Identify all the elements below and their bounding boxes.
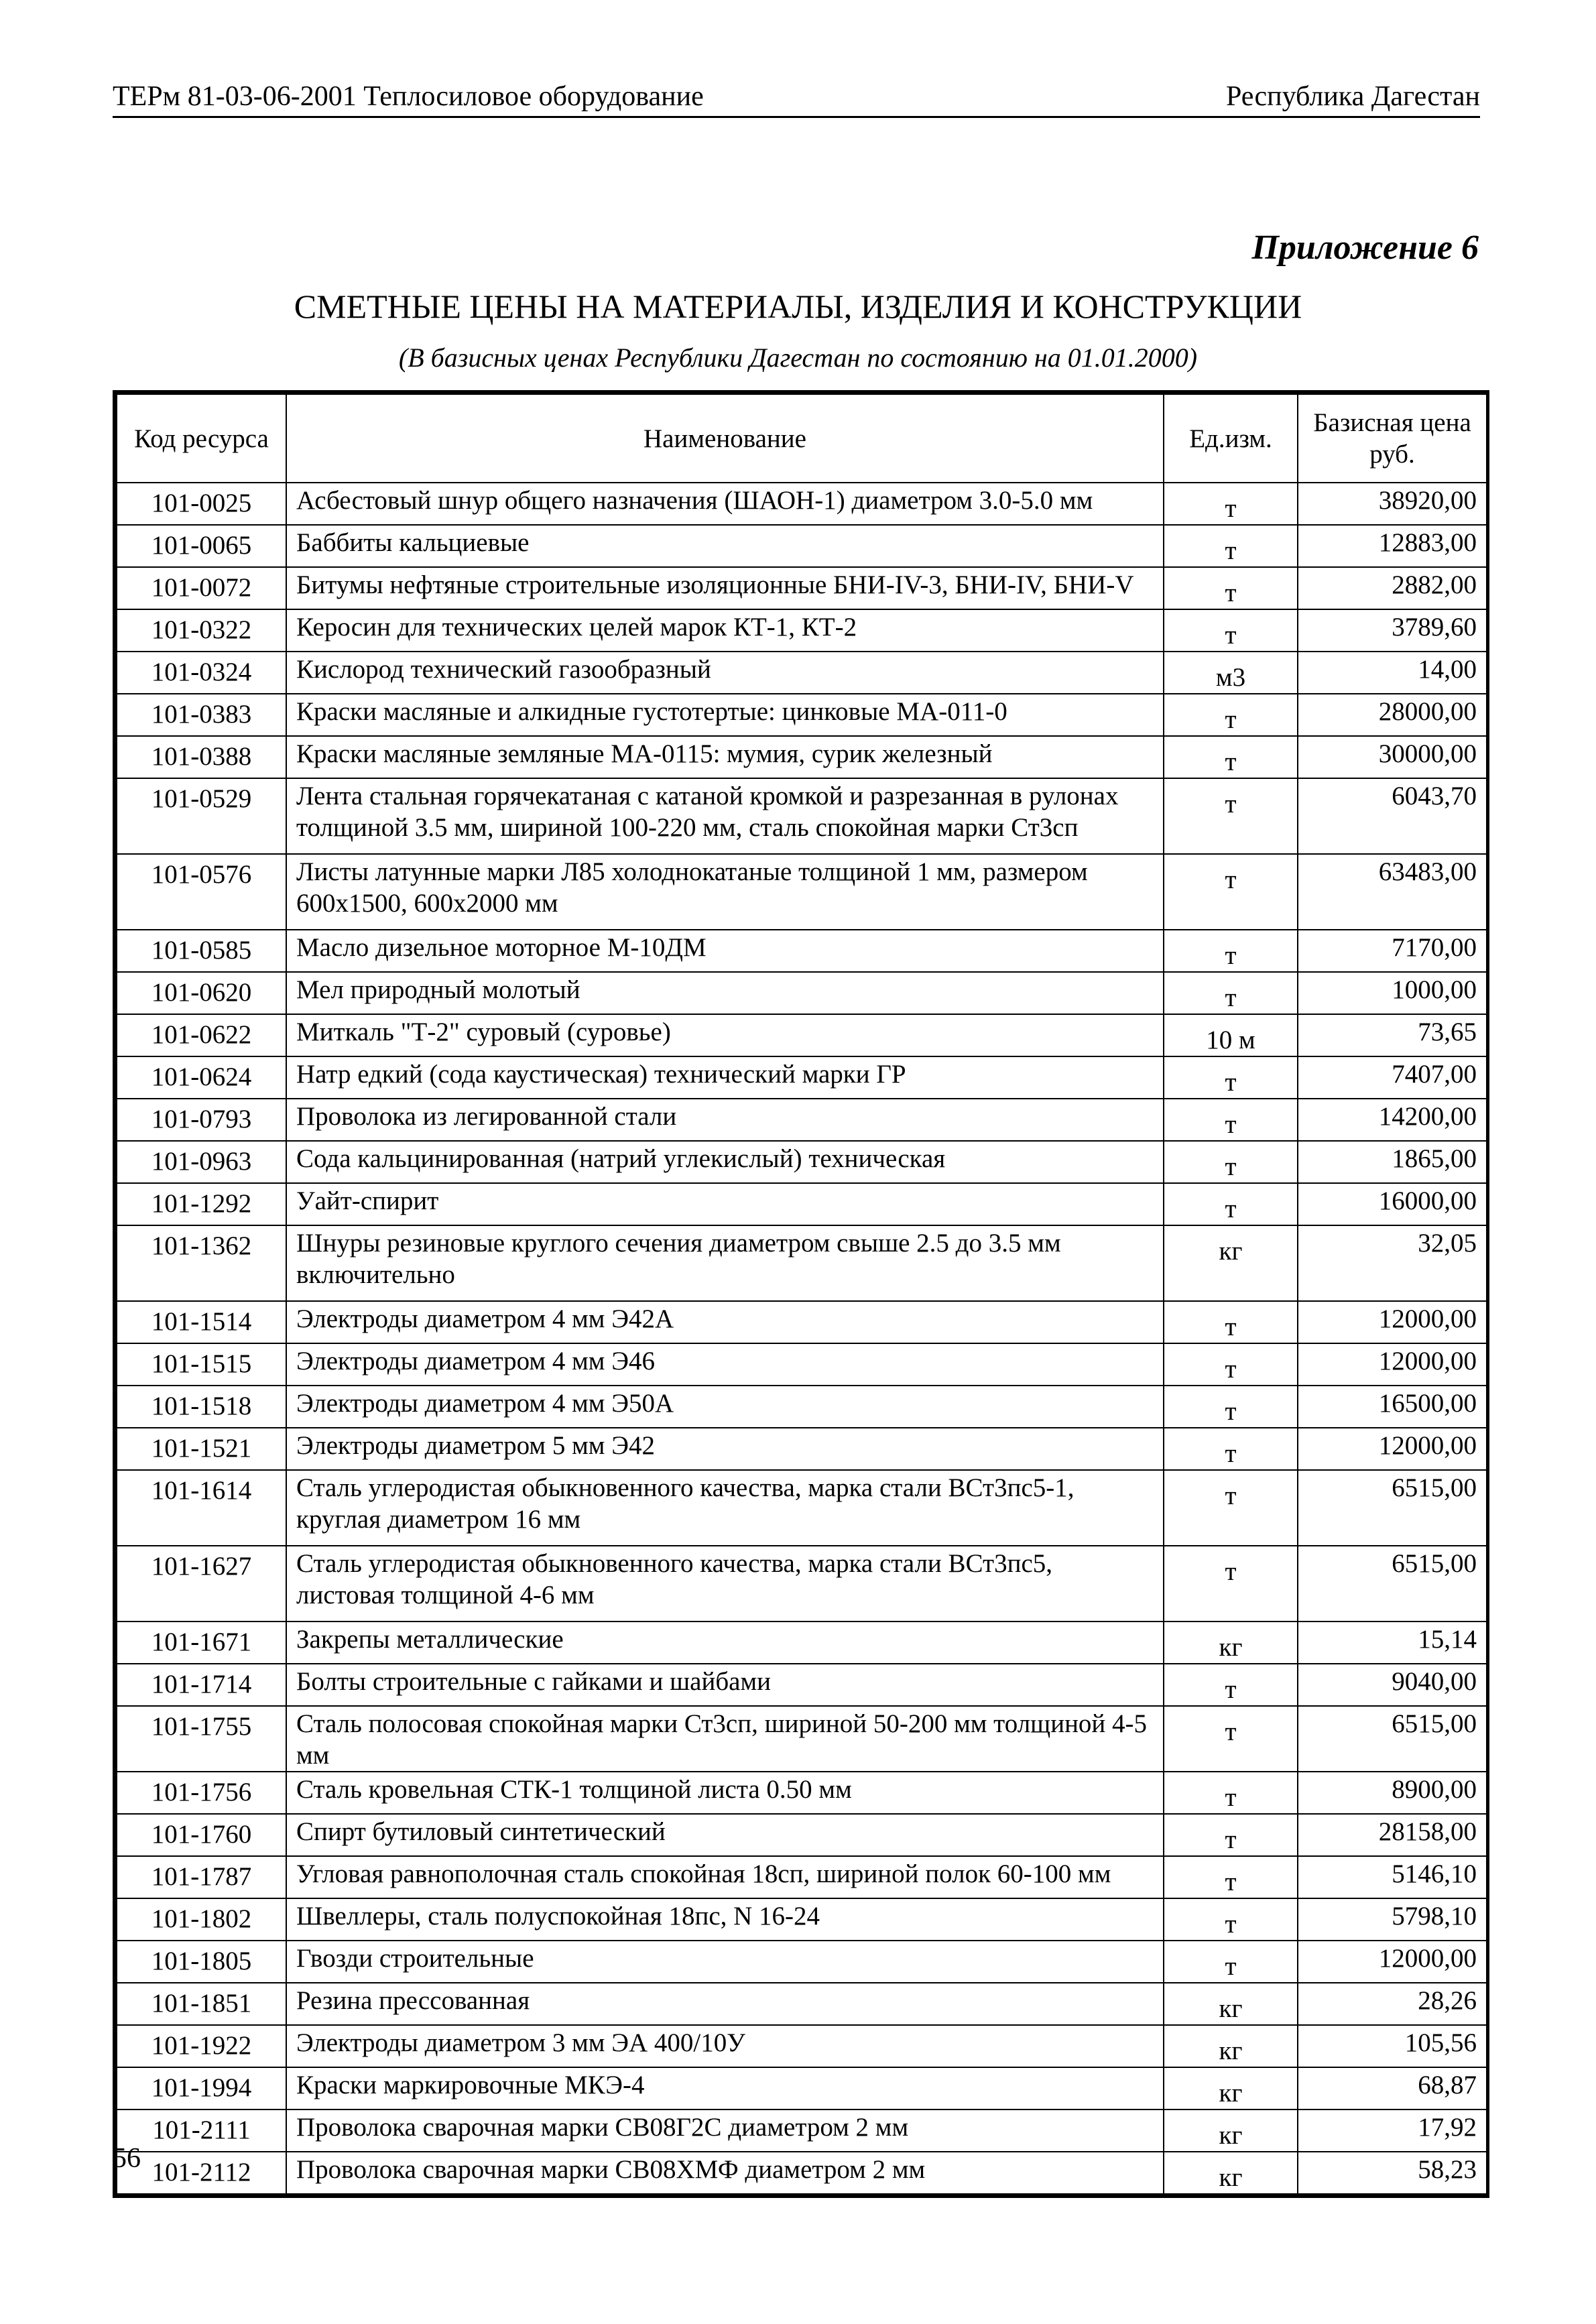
cell-unit: т	[1164, 736, 1298, 778]
table-row	[117, 1428, 1487, 1470]
cell-resource-name: Натр едкий (сода каустическая) технический марки ГР	[286, 1056, 1164, 1099]
cell-unit: кг	[1164, 1622, 1298, 1664]
table-row	[117, 1056, 1487, 1099]
cell-base-price: 7407,00	[1298, 1056, 1487, 1099]
table-row	[117, 1622, 1487, 1664]
cell-base-price: 6515,00	[1298, 1706, 1487, 1772]
cell-resource-name: Электроды диаметром 4 мм Э50А	[286, 1386, 1164, 1428]
cell-unit: т	[1164, 567, 1298, 609]
cell-unit: т	[1164, 1898, 1298, 1941]
cell-resource-name: Сталь углеродистая обыкновенного качества, марка стали ВСт3пс5-1, круглая диаметром 16 мм	[286, 1470, 1164, 1546]
cell-unit: м3	[1164, 652, 1298, 694]
page-number: 56	[113, 2143, 141, 2174]
table-row	[117, 1386, 1487, 1428]
cell-unit: т	[1164, 1099, 1298, 1141]
cell-base-price: 7170,00	[1298, 930, 1487, 972]
cell-resource-name: Асбестовый шнур общего назначения (ШАОН-1) диаметром 3.0-5.0 мм	[286, 483, 1164, 525]
cell-unit: кг	[1164, 1983, 1298, 2025]
document-subtitle: (В базисных ценах Республики Дагестан по состоянию на 01.01.2000)	[398, 343, 1198, 373]
cell-unit: т	[1164, 1772, 1298, 1814]
cell-unit: т	[1164, 1386, 1298, 1428]
cell-resource-name: Сталь углеродистая обыкновенного качества, марка стали ВСт3пс5, листовая толщиной 4-6 мм	[286, 1546, 1164, 1622]
cell-resource-name: Сталь полосовая спокойная марки Ст3сп, шириной 50-200 мм толщиной 4-5 мм	[286, 1706, 1164, 1772]
cell-resource-code: 101-1714	[117, 1664, 286, 1706]
table-row	[117, 1301, 1487, 1343]
cell-base-price: 1000,00	[1298, 972, 1487, 1014]
cell-base-price: 30000,00	[1298, 736, 1487, 778]
document-title: СМЕТНЫЕ ЦЕНЫ НА МАТЕРИАЛЫ, ИЗДЕЛИЯ И КОНСТРУКЦИИ	[294, 288, 1302, 325]
table-row	[117, 854, 1487, 930]
cell-resource-name: Краски масляные земляные МА-0115: мумия, сурик железный	[286, 736, 1164, 778]
column-header-unit: Ед.изм.	[1164, 394, 1298, 483]
appendix-label: Приложение 6	[1251, 229, 1479, 267]
cell-resource-name: Закрепы металлические	[286, 1622, 1164, 1664]
price-table-frame	[113, 390, 1489, 2198]
cell-base-price: 17,92	[1298, 2109, 1487, 2152]
cell-resource-name: Болты строительные с гайками и шайбами	[286, 1664, 1164, 1706]
cell-resource-code: 101-1671	[117, 1622, 286, 1664]
cell-resource-code: 101-1922	[117, 2025, 286, 2067]
cell-base-price: 73,65	[1298, 1014, 1487, 1056]
cell-base-price: 63483,00	[1298, 854, 1487, 930]
cell-resource-name: Лента стальная горячекатаная с катаной кромкой и разрезанная в рулонах толщиной 3.5 мм, шириной 100-220 мм, сталь спокойная марки Ст3сп	[286, 778, 1164, 854]
cell-resource-name: Краски маркировочные МКЭ-4	[286, 2067, 1164, 2109]
cell-base-price: 8900,00	[1298, 1772, 1487, 1814]
table-row	[117, 1099, 1487, 1141]
cell-resource-name: Проволока из легированной стали	[286, 1099, 1164, 1141]
cell-unit: т	[1164, 1664, 1298, 1706]
header-document-code: ТЕРм 81-03-06-2001 Теплосиловое оборудование	[113, 81, 704, 112]
cell-resource-code: 101-1755	[117, 1706, 286, 1772]
cell-unit: т	[1164, 1706, 1298, 1772]
cell-unit: т	[1164, 1546, 1298, 1622]
table-row	[117, 1706, 1487, 1772]
table-row	[117, 652, 1487, 694]
cell-unit: т	[1164, 930, 1298, 972]
cell-base-price: 2882,00	[1298, 567, 1487, 609]
column-header-price-line1: Базисная цена	[1313, 408, 1471, 437]
cell-unit: кг	[1164, 2152, 1298, 2194]
cell-resource-name: Масло дизельное моторное М-10ДМ	[286, 930, 1164, 972]
table-header	[117, 394, 1487, 483]
cell-resource-code: 101-0065	[117, 525, 286, 567]
cell-resource-code: 101-0072	[117, 567, 286, 609]
table-row	[117, 1470, 1487, 1546]
table-row	[117, 2067, 1487, 2109]
cell-resource-code: 101-0624	[117, 1056, 286, 1099]
cell-unit: т	[1164, 1056, 1298, 1099]
cell-unit: т	[1164, 694, 1298, 736]
cell-unit: т	[1164, 1470, 1298, 1546]
cell-base-price: 38920,00	[1298, 483, 1487, 525]
cell-base-price: 3789,60	[1298, 609, 1487, 652]
cell-unit: т	[1164, 1301, 1298, 1343]
cell-resource-name: Мел природный молотый	[286, 972, 1164, 1014]
table-row	[117, 1898, 1487, 1941]
cell-base-price: 12000,00	[1298, 1343, 1487, 1386]
cell-resource-name: Электроды диаметром 5 мм Э42	[286, 1428, 1164, 1470]
cell-base-price: 9040,00	[1298, 1664, 1487, 1706]
cell-unit: т	[1164, 1814, 1298, 1856]
cell-unit: т	[1164, 972, 1298, 1014]
cell-resource-name: Краски масляные и алкидные густотертые: цинковые МА-011-0	[286, 694, 1164, 736]
cell-unit: кг	[1164, 2109, 1298, 2152]
cell-base-price: 58,23	[1298, 2152, 1487, 2194]
cell-resource-name: Резина прессованная	[286, 1983, 1164, 2025]
cell-resource-name: Листы латунные марки Л85 холоднокатаные толщиной 1 мм, размером 600x1500, 600x2000 мм	[286, 854, 1164, 930]
cell-resource-code: 101-1627	[117, 1546, 286, 1622]
cell-resource-name: Угловая равнополочная сталь спокойная 18сп, шириной полок 60-100 мм	[286, 1856, 1164, 1898]
cell-resource-name: Керосин для технических целей марок КТ-1, КТ-2	[286, 609, 1164, 652]
cell-unit: кг	[1164, 2025, 1298, 2067]
cell-resource-name: Спирт бутиловый синтетический	[286, 1814, 1164, 1856]
cell-resource-name: Битумы нефтяные строительные изоляционные БНИ-IV-3, БНИ-IV, БНИ-V	[286, 567, 1164, 609]
cell-resource-code: 101-1994	[117, 2067, 286, 2109]
table-row	[117, 483, 1487, 525]
table-row	[117, 2109, 1487, 2152]
cell-base-price: 16500,00	[1298, 1386, 1487, 1428]
cell-resource-name: Проволока сварочная марки СВ08Г2С диаметром 2 мм	[286, 2109, 1164, 2152]
cell-resource-name: Электроды диаметром 3 мм ЭА 400/10У	[286, 2025, 1164, 2067]
table-row	[117, 1183, 1487, 1225]
cell-resource-name: Сода кальцинированная (натрий углекислый) техническая	[286, 1141, 1164, 1183]
cell-unit: т	[1164, 1343, 1298, 1386]
cell-resource-name: Проволока сварочная марки СВ08ХМФ диаметром 2 мм	[286, 2152, 1164, 2194]
cell-resource-name: Швеллеры, сталь полуспокойная 18пс, N 16-24	[286, 1898, 1164, 1941]
cell-base-price: 28158,00	[1298, 1814, 1487, 1856]
table-row	[117, 694, 1487, 736]
price-table	[116, 393, 1487, 2195]
cell-resource-code: 101-1787	[117, 1856, 286, 1898]
table-row	[117, 1141, 1487, 1183]
cell-resource-code: 101-0383	[117, 694, 286, 736]
table-row	[117, 1941, 1487, 1983]
cell-base-price: 14200,00	[1298, 1099, 1487, 1141]
cell-unit: кг	[1164, 2067, 1298, 2109]
cell-resource-code: 101-1362	[117, 1225, 286, 1301]
table-row	[117, 1343, 1487, 1386]
cell-resource-code: 101-1802	[117, 1898, 286, 1941]
cell-base-price: 6043,70	[1298, 778, 1487, 854]
cell-resource-code: 101-1614	[117, 1470, 286, 1546]
cell-resource-code: 101-1515	[117, 1343, 286, 1386]
cell-base-price: 5146,10	[1298, 1856, 1487, 1898]
cell-resource-code: 101-0324	[117, 652, 286, 694]
cell-base-price: 28,26	[1298, 1983, 1487, 2025]
cell-resource-code: 101-0322	[117, 609, 286, 652]
table-row	[117, 1772, 1487, 1814]
cell-unit: т	[1164, 483, 1298, 525]
table-body	[117, 483, 1487, 2194]
cell-unit: т	[1164, 1183, 1298, 1225]
cell-unit: кг	[1164, 1225, 1298, 1301]
column-header-price-line2: руб.	[1369, 440, 1415, 469]
cell-resource-code: 101-1292	[117, 1183, 286, 1225]
cell-resource-code: 101-0622	[117, 1014, 286, 1056]
cell-base-price: 68,87	[1298, 2067, 1487, 2109]
cell-resource-code: 101-1760	[117, 1814, 286, 1856]
table-row	[117, 1014, 1487, 1056]
table-row	[117, 930, 1487, 972]
cell-resource-name: Уайт-спирит	[286, 1183, 1164, 1225]
table-row	[117, 609, 1487, 652]
cell-base-price: 12000,00	[1298, 1941, 1487, 1983]
table-row	[117, 736, 1487, 778]
cell-resource-name: Гвозди строительные	[286, 1941, 1164, 1983]
cell-resource-code: 101-0963	[117, 1141, 286, 1183]
cell-resource-code: 101-0793	[117, 1099, 286, 1141]
cell-resource-code: 101-0388	[117, 736, 286, 778]
cell-base-price: 12883,00	[1298, 525, 1487, 567]
table-row	[117, 1814, 1487, 1856]
column-header-price	[1298, 394, 1487, 483]
cell-base-price: 32,05	[1298, 1225, 1487, 1301]
table-row	[117, 1546, 1487, 1622]
cell-base-price: 28000,00	[1298, 694, 1487, 736]
cell-resource-code: 101-1756	[117, 1772, 286, 1814]
cell-unit: т	[1164, 778, 1298, 854]
cell-unit: т	[1164, 854, 1298, 930]
cell-unit: т	[1164, 1141, 1298, 1183]
table-row	[117, 1983, 1487, 2025]
cell-resource-name: Электроды диаметром 4 мм Э42А	[286, 1301, 1164, 1343]
cell-base-price: 12000,00	[1298, 1428, 1487, 1470]
cell-resource-name: Электроды диаметром 4 мм Э46	[286, 1343, 1164, 1386]
cell-resource-code: 101-1521	[117, 1428, 286, 1470]
table-row	[117, 2152, 1487, 2194]
table-row	[117, 567, 1487, 609]
cell-base-price: 6515,00	[1298, 1546, 1487, 1622]
cell-unit: 10 м	[1164, 1014, 1298, 1056]
cell-resource-name: Кислород технический газообразный	[286, 652, 1164, 694]
cell-unit: т	[1164, 1856, 1298, 1898]
table-row	[117, 1664, 1487, 1706]
cell-base-price: 105,56	[1298, 2025, 1487, 2067]
column-header-name: Наименование	[286, 394, 1164, 483]
cell-resource-code: 101-0576	[117, 854, 286, 930]
cell-resource-name: Миткаль "Т-2" суровый (суровье)	[286, 1014, 1164, 1056]
table-row	[117, 2025, 1487, 2067]
cell-base-price: 16000,00	[1298, 1183, 1487, 1225]
table-row	[117, 778, 1487, 854]
cell-unit: т	[1164, 1941, 1298, 1983]
table-row	[117, 525, 1487, 567]
cell-resource-code: 101-1518	[117, 1386, 286, 1428]
header-region: Республика Дагестан	[1225, 81, 1480, 112]
cell-base-price: 14,00	[1298, 652, 1487, 694]
table-row	[117, 1225, 1487, 1301]
column-header-code: Код ресурса	[117, 394, 286, 483]
cell-resource-code: 101-1805	[117, 1941, 286, 1983]
cell-base-price: 6515,00	[1298, 1470, 1487, 1546]
running-header	[113, 72, 1480, 118]
cell-resource-code: 101-2112	[117, 2152, 286, 2194]
cell-base-price: 12000,00	[1298, 1301, 1487, 1343]
cell-unit: т	[1164, 525, 1298, 567]
cell-resource-code: 101-1851	[117, 1983, 286, 2025]
cell-resource-name: Баббиты кальциевые	[286, 525, 1164, 567]
table-row	[117, 972, 1487, 1014]
cell-unit: т	[1164, 609, 1298, 652]
cell-unit: т	[1164, 1428, 1298, 1470]
cell-resource-name: Сталь кровельная СТК-1 толщиной листа 0.50 мм	[286, 1772, 1164, 1814]
cell-resource-code: 101-0025	[117, 483, 286, 525]
cell-resource-name: Шнуры резиновые круглого сечения диаметром свыше 2.5 до 3.5 мм включительно	[286, 1225, 1164, 1301]
cell-resource-code: 101-0620	[117, 972, 286, 1014]
cell-resource-code: 101-0529	[117, 778, 286, 854]
cell-resource-code: 101-2111	[117, 2109, 286, 2152]
cell-resource-code: 101-0585	[117, 930, 286, 972]
cell-base-price: 5798,10	[1298, 1898, 1487, 1941]
cell-base-price: 15,14	[1298, 1622, 1487, 1664]
table-row	[117, 1856, 1487, 1898]
cell-resource-code: 101-1514	[117, 1301, 286, 1343]
cell-base-price: 1865,00	[1298, 1141, 1487, 1183]
